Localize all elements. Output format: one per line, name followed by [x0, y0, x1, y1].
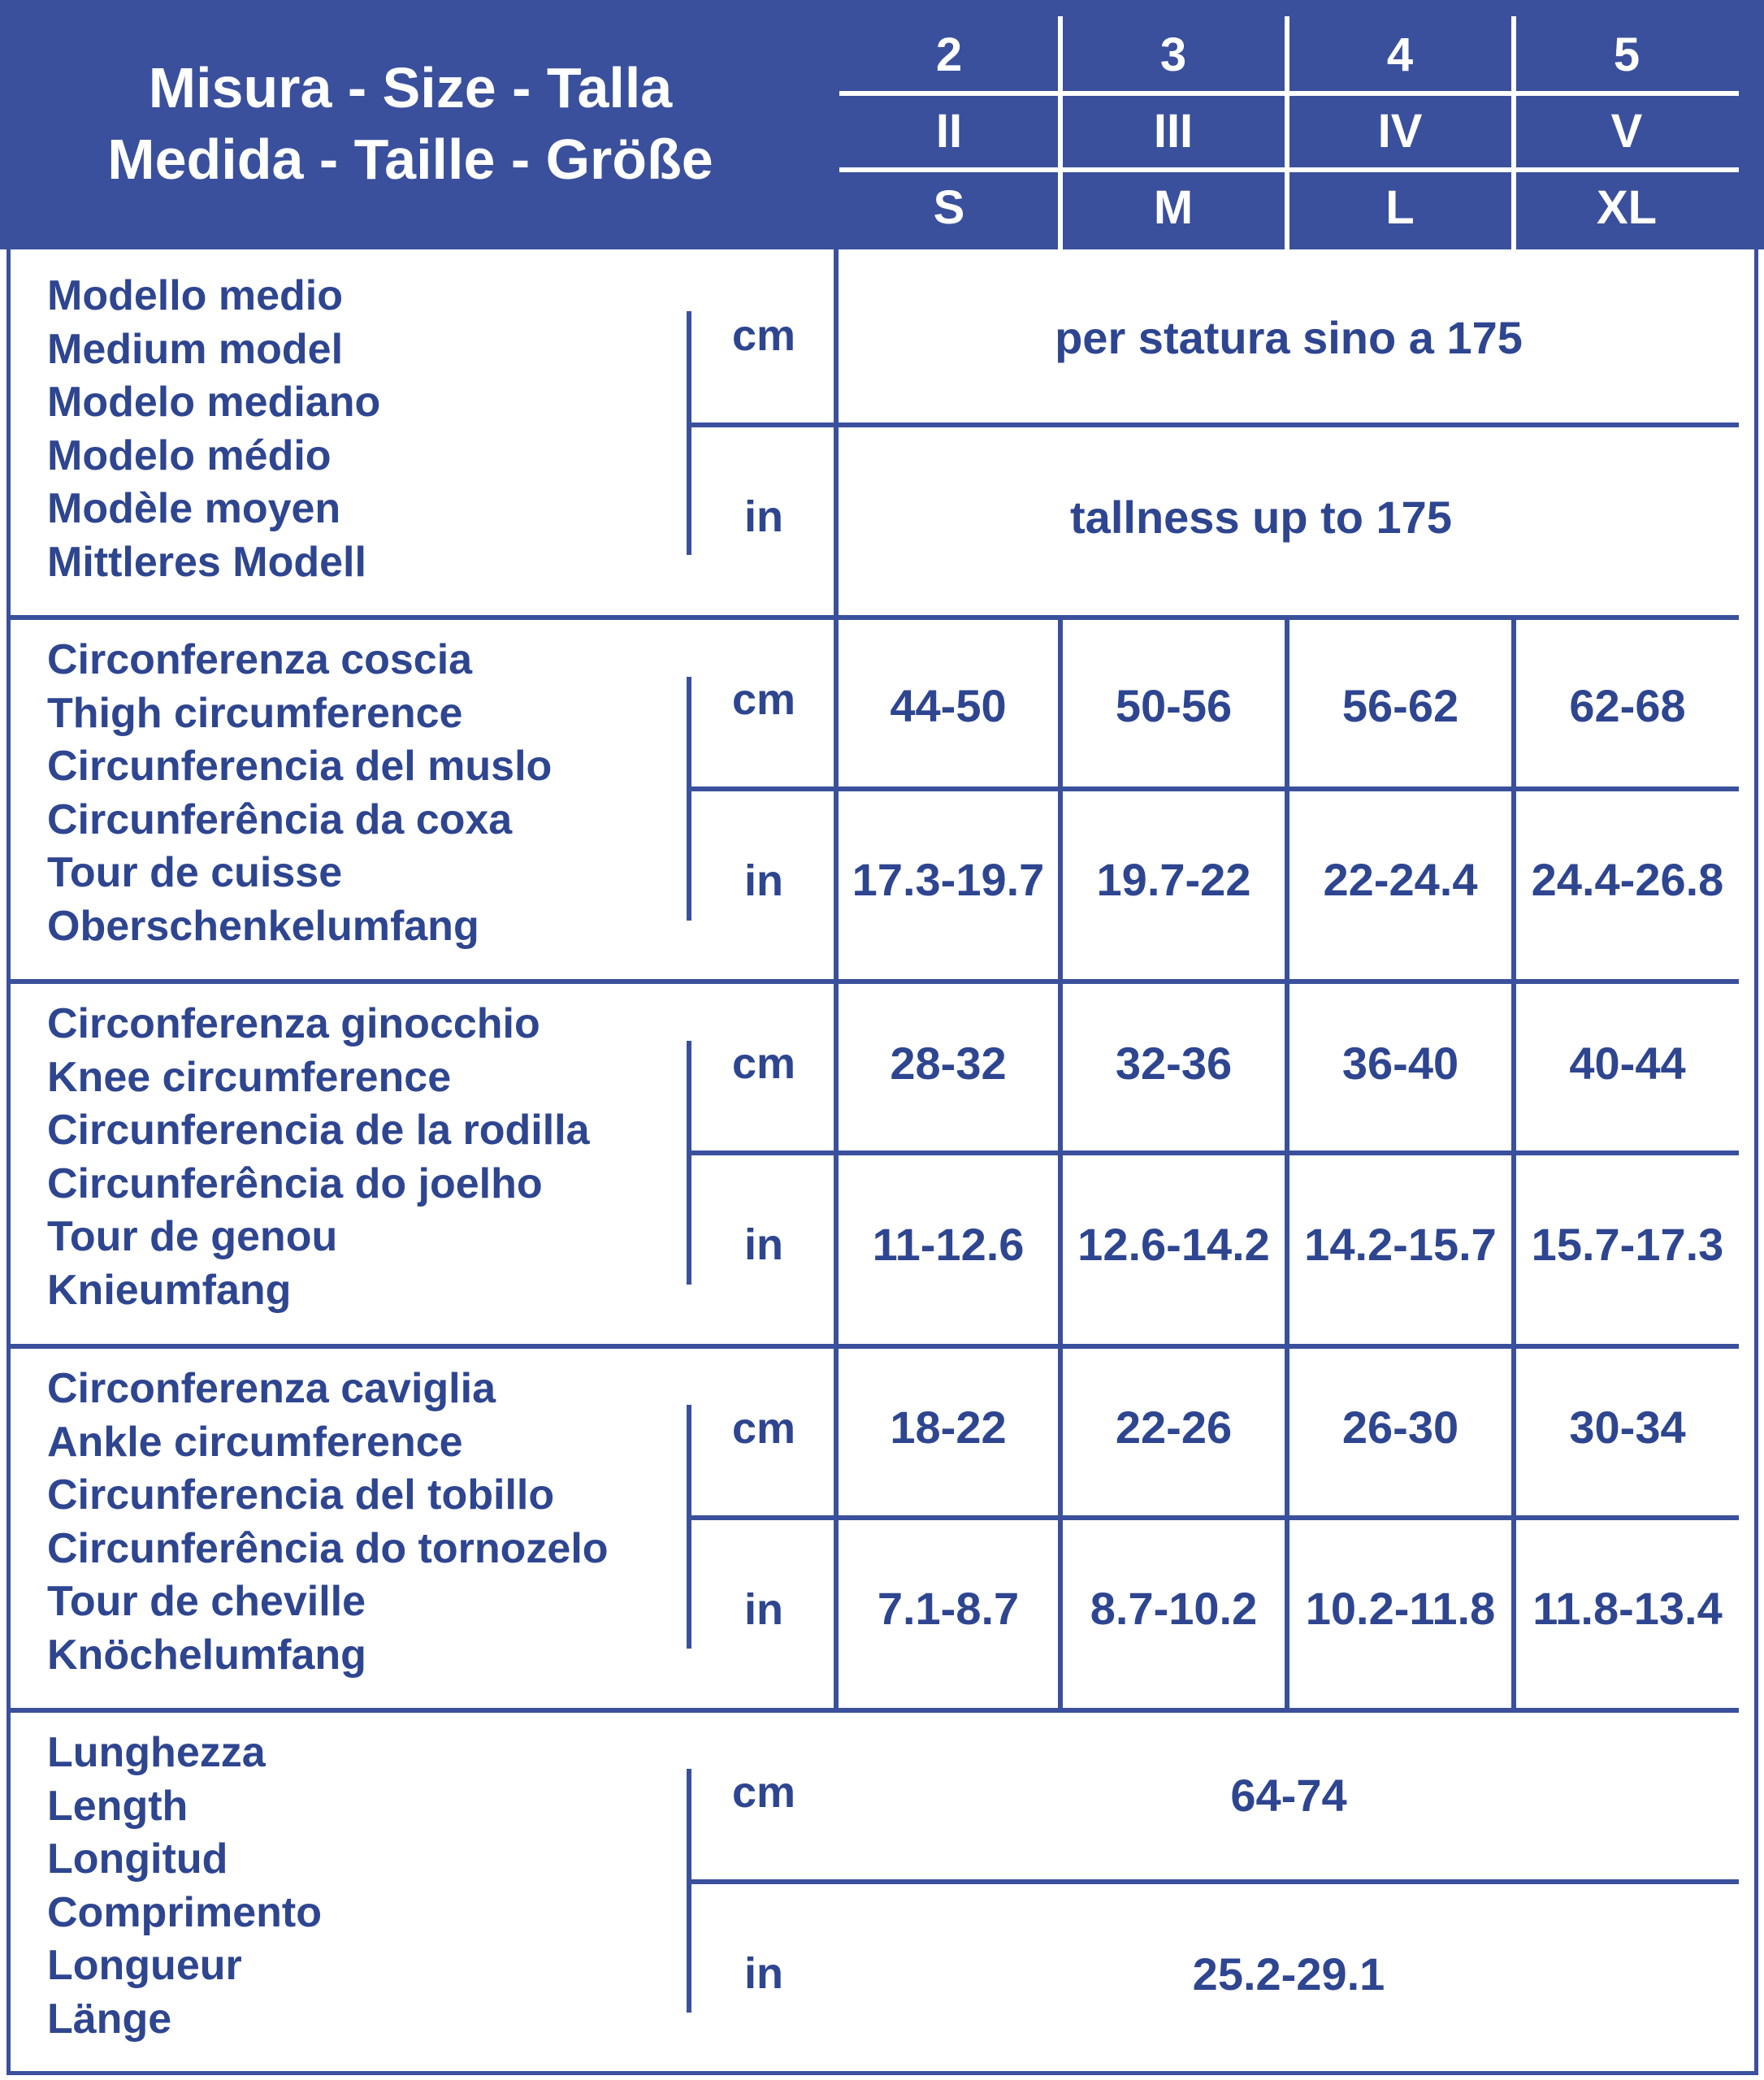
- unit-in: in: [744, 1220, 783, 1269]
- label-line: Mittleres Modell: [47, 538, 366, 586]
- unit-cm: cm: [731, 311, 796, 360]
- label-line: Circunferência do tornozelo: [47, 1524, 609, 1572]
- size-roman-5: V: [1610, 105, 1643, 158]
- col-separator-2: [1285, 618, 1289, 1710]
- label-line: Longueur: [47, 1942, 242, 1989]
- unit-in: in: [744, 1949, 783, 1998]
- label-line: Circunferência da coxa: [47, 795, 513, 843]
- header-title-line2: Medida - Taille - Größe: [107, 128, 713, 191]
- col-separator-3: [1511, 618, 1516, 1710]
- row-separator-3: [7, 1344, 1739, 1349]
- thigh-in-size-3: 19.7-22: [1096, 854, 1251, 905]
- label-line: Tour de genou: [47, 1213, 338, 1260]
- label-line: Ankle circumference: [47, 1418, 463, 1466]
- bracket-2: [687, 677, 691, 921]
- ankle-in-size-4: 10.2-11.8: [1305, 1583, 1496, 1634]
- size-roman-3: III: [1153, 105, 1194, 158]
- thigh-cm-size-3: 50-56: [1115, 680, 1233, 731]
- bracket-5: [687, 1769, 691, 2013]
- ankle-cm-size-3: 22-26: [1115, 1402, 1233, 1453]
- label-line: Knieumfang: [47, 1266, 292, 1314]
- bracket-4: [687, 1405, 691, 1649]
- units-values-separator: [834, 249, 839, 1710]
- label-line: Tour de cuisse: [47, 849, 343, 896]
- label-line: Tour de cheville: [47, 1578, 366, 1625]
- bracket-3: [687, 1041, 691, 1285]
- bracket-1: [687, 311, 691, 555]
- label-line: Modelo mediano: [47, 379, 381, 426]
- label-line: Lunghezza: [47, 1729, 266, 1776]
- knee-in-size-5: 15.7-17.3: [1531, 1219, 1724, 1270]
- length-in-span: 25.2-29.1: [1192, 1948, 1385, 2000]
- row-label-knee: [47, 998, 590, 1317]
- unit-cm: cm: [731, 675, 796, 724]
- size-roman-2: II: [935, 105, 963, 158]
- unit-divider-5: [687, 1879, 1739, 1884]
- model-cm-span: per statura sino a 175: [1055, 312, 1523, 363]
- row-label-ankle: [47, 1363, 609, 1682]
- unit-cm: cm: [731, 1768, 796, 1817]
- label-line: Oberschenkelumfang: [47, 902, 479, 950]
- size-number-5: 5: [1613, 28, 1640, 81]
- length-cm-span: 64-74: [1230, 1770, 1347, 1821]
- label-line: Modelo médio: [47, 431, 332, 479]
- header-title-line1: Misura - Size - Talla: [148, 56, 673, 119]
- size-letter-xl: XL: [1596, 181, 1658, 234]
- unit-divider-4: [687, 1515, 1739, 1520]
- unit-in: in: [744, 1585, 783, 1634]
- knee-cm-size-3: 32-36: [1115, 1038, 1233, 1089]
- size-number-3: 3: [1159, 28, 1187, 81]
- row-label-length: [47, 1727, 322, 2046]
- row-label-thigh: [47, 634, 552, 953]
- ankle-cm-size-4: 26-30: [1341, 1402, 1459, 1453]
- unit-divider-2: [687, 786, 1739, 791]
- label-line: Knee circumference: [47, 1053, 452, 1101]
- knee-cm-size-4: 36-40: [1341, 1038, 1459, 1089]
- label-line: Circunferencia del tobillo: [47, 1471, 555, 1519]
- unit-cm: cm: [731, 1039, 796, 1088]
- unit-cm: cm: [731, 1404, 796, 1453]
- model-in-span: tallness up to 175: [1070, 492, 1452, 543]
- knee-cm-size-2: 28-32: [890, 1038, 1007, 1089]
- knee-in-size-4: 14.2-15.7: [1304, 1219, 1497, 1270]
- size-number-4: 4: [1386, 28, 1414, 81]
- ankle-in-size-3: 8.7-10.2: [1090, 1583, 1258, 1634]
- label-line: Length: [47, 1782, 189, 1830]
- thigh-cm-size-2: 44-50: [890, 680, 1007, 731]
- unit-in: in: [744, 492, 783, 541]
- size-letter-m: M: [1153, 181, 1194, 234]
- size-roman-4: IV: [1377, 105, 1423, 158]
- size-letter-s: S: [933, 181, 965, 234]
- label-line: Circunferencia de la rodilla: [47, 1107, 590, 1154]
- ankle-cm-size-2: 18-22: [890, 1402, 1007, 1453]
- size-number-2: 2: [935, 28, 963, 81]
- size-letter-l: L: [1385, 181, 1415, 234]
- row-separator-1: [7, 615, 1739, 620]
- thigh-cm-size-5: 62-68: [1569, 680, 1686, 731]
- label-line: Circunferencia del muslo: [47, 743, 553, 790]
- unit-divider-3: [687, 1150, 1739, 1155]
- thigh-cm-size-4: 56-62: [1341, 680, 1459, 731]
- row-separator-4: [7, 1708, 1739, 1713]
- knee-cm-size-5: 40-44: [1569, 1038, 1686, 1089]
- thigh-in-size-5: 24.4-26.8: [1531, 854, 1724, 905]
- unit-in: in: [744, 856, 783, 905]
- label-line: Modèle moyen: [47, 485, 341, 532]
- knee-in-size-3: 12.6-14.2: [1077, 1219, 1270, 1270]
- label-line: Circonferenza caviglia: [47, 1365, 496, 1412]
- col-separator-1: [1058, 618, 1063, 1710]
- ankle-cm-size-5: 30-34: [1569, 1402, 1686, 1453]
- label-line: Knöchelumfang: [47, 1631, 366, 1679]
- label-line: Modello medio: [47, 272, 343, 319]
- unit-divider-1: [687, 422, 1739, 427]
- label-line: Comprimento: [47, 1888, 322, 1936]
- ankle-in-size-2: 7.1-8.7: [877, 1583, 1020, 1634]
- knee-in-size-2: 11-12.6: [872, 1219, 1025, 1270]
- label-line: Medium model: [47, 325, 344, 373]
- thigh-in-size-4: 22-24.4: [1323, 854, 1478, 905]
- thigh-in-size-2: 17.3-19.7: [852, 854, 1045, 905]
- label-line: Circonferenza coscia: [47, 636, 473, 683]
- label-line: Thigh circumference: [47, 689, 463, 737]
- label-line: Longitud: [47, 1835, 228, 1883]
- ankle-in-size-5: 11.8-13.4: [1532, 1583, 1723, 1634]
- label-line: Circunferência do joelho: [47, 1159, 543, 1207]
- label-line: Länge: [47, 1995, 172, 2043]
- label-line: Circonferenza ginocchio: [47, 1000, 540, 1047]
- row-label-model: [47, 270, 380, 589]
- row-separator-2: [7, 979, 1739, 984]
